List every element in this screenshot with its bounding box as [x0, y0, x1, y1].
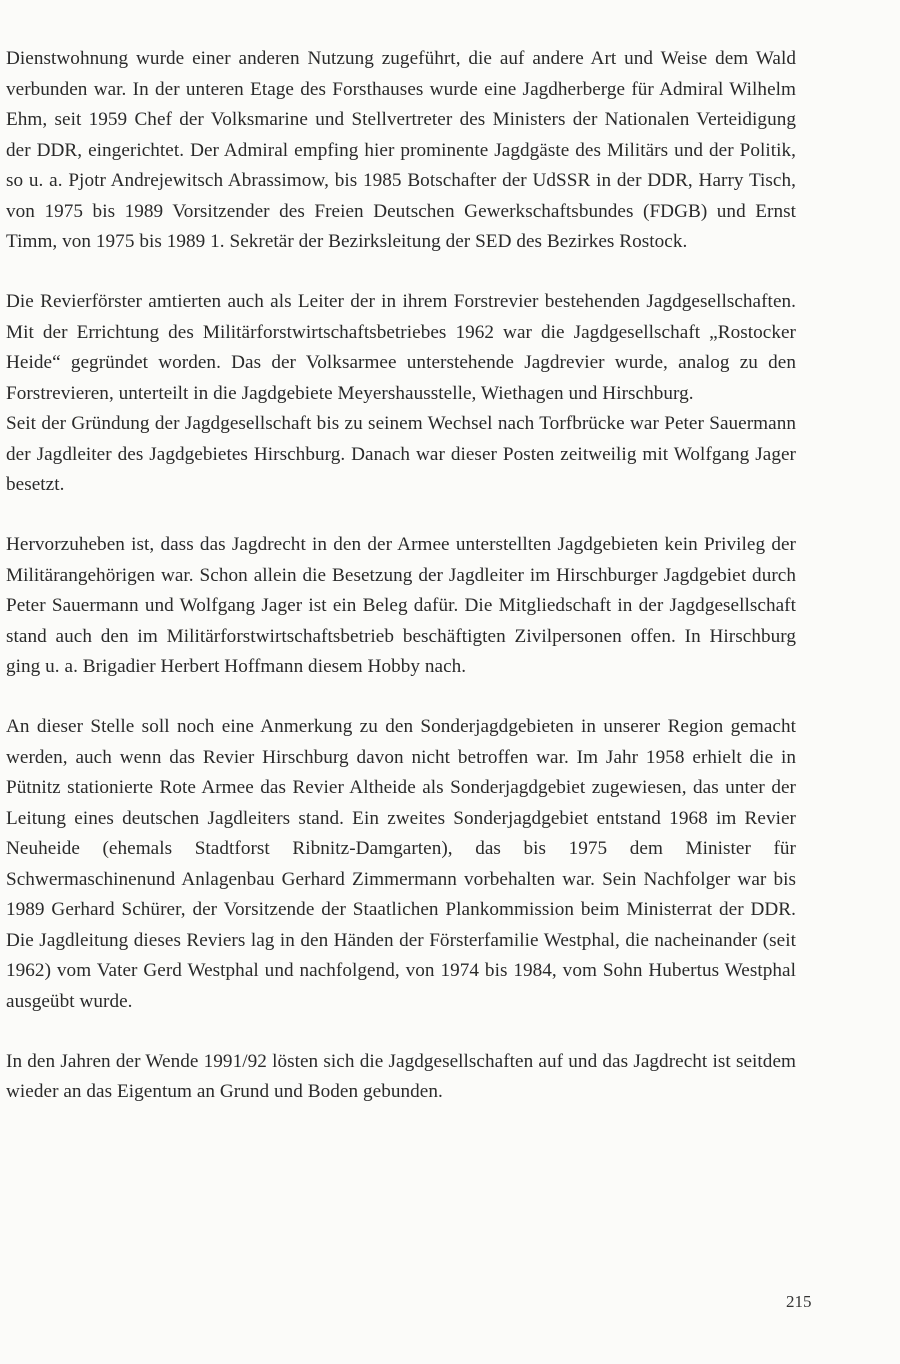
paragraph-jagdrecht-privileg: Hervorzuheben ist, dass das Jagdrecht in den der Armee unterstellten Jagdgebieten kein Privileg der Militärangehörigen war. Schon allein die Besetzung der Jagdleiter im Hirschburger Jagdgebiet durch Peter Sauermann und Wolfgang Jager ist ein Beleg dafür. Die Mitgliedschaft in der Jagdgesellschaft stand auch den im Militärforstwirtschaftsbetrieb beschäftigten Zivilpersonen offen. In Hirschburg ging u. a. Brigadier Herbert Hoffmann diesem Hobby nach. [6, 534, 796, 677]
body-text [6, 44, 796, 1137]
paragraph-jagdherberge: Dienstwohnung wurde einer anderen Nutzung zugeführt, die auf andere Art und Weise dem Wald verbunden war. In der unteren Etage des Forsthauses wurde eine Jagdherberge für Admiral Wilhelm Ehm, seit 1959 Chef der Volksmarine und Stellvertreter des Ministers der Nationalen Verteidigung der DDR, eingerichtet. Der Admiral empfing hier prominente Jagdgäste des Militärs und der Politik, so u. a. Pjotr Andrejewitsch Abrassimow, bis 1985 Botschafter der UdSSR in der DDR, Harry Tisch, von 1975 bis 1989 Vorsitzender des Freien Deutschen Gewerkschaftsbundes (FDGB) und Ernst Timm, von 1975 bis 1989 1. Sekretär der Bezirksleitung der SED des Bezirkes Rostock. [6, 48, 796, 252]
paragraph-sonderjagdgebiete: An dieser Stelle soll noch eine Anmerkung zu den Sonderjagdgebieten in unserer Region gemacht werden, auch wenn das Revier Hirschburg davon nicht betroffen war. Im Jahr 1958 erhielt die in Pütnitz stationierte Rote Armee das Revier Altheide als Sonderjagdgebiet zugewiesen, das unter der Leitung eines deutschen Jagdleiters stand. Ein zweites Sonderjagdgebiet entstand 1968 im Revier Neuheide (ehemals Stadtforst Ribnitz-Damgarten), das bis 1975 dem Minister für Schwermaschinenund Anlagenbau Gerhard Zimmermann vorbehalten war. Sein Nachfolger war bis 1989 Gerhard Schürer, der Vorsitzende der Staatlichen Plankommission beim Ministerrat der DDR. Die Jagdleitung dieses Reviers lag in den Händen der Försterfamilie Westphal, die nacheinander (seit 1962) vom Vater Gerd Westphal und nachfolgend, von 1974 bis 1984, vom Sohn Hubertus Westphal ausgeübt wurde. [6, 716, 796, 1012]
page-number: 215 [786, 1292, 812, 1311]
paragraph-jagdleiter-hirschburg: Seit der Gründung der Jagdgesellschaft bis zu seinem Wechsel nach Torfbrücke war Peter Sauermann der Jagdleiter des Jagdgebietes Hirschburg. Danach war dieser Posten zeitweilig mit Wolfgang Jager besetzt. [6, 413, 796, 495]
paragraph-jagdgesellschaften: Die Revierförster amtierten auch als Leiter der in ihrem Forstrevier bestehenden Jagdgesellschaften. Mit der Errichtung des Militärforstwirtschaftsbetriebes 1962 war die Jagdgesellschaft „Rostocker Heide“ gegründet worden. Das der Volksarmee unterstehende Jagdrevier wurde, analog zu den Forstrevieren, unterteilt in die Jagdgebiete Meyershausstelle, Wiethagen und Hirschburg. [6, 291, 796, 404]
paragraph-wende: In den Jahren der Wende 1991/92 lösten sich die Jagdgesellschaften auf und das Jagdrecht ist seitdem wieder an das Eigentum an Grund und Boden gebunden. [6, 1050, 796, 1102]
